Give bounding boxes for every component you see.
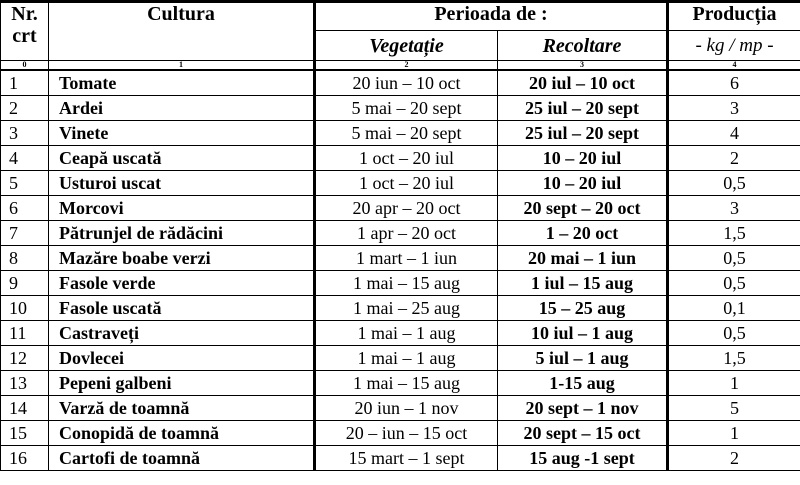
table-row <box>1 371 800 396</box>
header-row-1 <box>1 2 800 31</box>
table-row <box>1 246 800 271</box>
row-number: 11 <box>1 321 49 346</box>
vegetation-period: 5 mai – 20 sept <box>315 96 498 121</box>
production-value: 1 <box>668 371 800 396</box>
production-value: 6 <box>668 70 800 96</box>
row-number: 6 <box>1 196 49 221</box>
row-number: 3 <box>1 121 49 146</box>
table-row <box>1 346 800 371</box>
vegetation-period: 1 oct – 20 iul <box>315 171 498 196</box>
header-recoltare: Recoltare <box>498 31 668 61</box>
harvest-period: 10 – 20 iul <box>498 146 668 171</box>
vegetation-period: 5 mai – 20 sept <box>315 121 498 146</box>
index-cell: 0 <box>1 61 49 71</box>
row-number: 5 <box>1 171 49 196</box>
vegetation-period: 20 iun – 10 oct <box>315 70 498 96</box>
production-value: 4 <box>668 121 800 146</box>
header-nr: Nr. <box>11 3 38 25</box>
row-number: 2 <box>1 96 49 121</box>
table-row <box>1 196 800 221</box>
index-row <box>1 61 800 71</box>
production-value: 3 <box>668 96 800 121</box>
crop-name: Fasole verde <box>49 271 315 296</box>
vegetation-period: 20 apr – 20 oct <box>315 196 498 221</box>
production-value: 0,1 <box>668 296 800 321</box>
production-value: 0,5 <box>668 246 800 271</box>
index-cell: 1 <box>49 61 315 71</box>
harvest-period: 5 iul – 1 aug <box>498 346 668 371</box>
production-value: 0,5 <box>668 321 800 346</box>
harvest-period: 15 – 25 aug <box>498 296 668 321</box>
crop-name: Dovlecei <box>49 346 315 371</box>
harvest-period: 20 sept – 20 oct <box>498 196 668 221</box>
table-row <box>1 221 800 246</box>
header-unit: - kg / mp - <box>668 31 800 61</box>
crop-name: Conopidă de toamnă <box>49 421 315 446</box>
header-vegetatie: Vegetație <box>315 31 498 61</box>
crop-name: Castraveți <box>49 321 315 346</box>
production-value: 2 <box>668 446 800 471</box>
production-value: 5 <box>668 396 800 421</box>
header-perioada: Perioada de : <box>315 2 668 31</box>
vegetation-period: 1 mart – 1 iun <box>315 246 498 271</box>
table-row <box>1 96 800 121</box>
harvest-period: 15 aug -1 sept <box>498 446 668 471</box>
production-value: 1,5 <box>668 221 800 246</box>
row-number: 12 <box>1 346 49 371</box>
harvest-period: 20 sept – 15 oct <box>498 421 668 446</box>
vegetation-period: 1 mai – 1 aug <box>315 321 498 346</box>
crop-name: Pepeni galbeni <box>49 371 315 396</box>
crop-name: Pătrunjel de rădăcini <box>49 221 315 246</box>
production-value: 1 <box>668 421 800 446</box>
table-row <box>1 321 800 346</box>
table-row <box>1 121 800 146</box>
table-row <box>1 271 800 296</box>
table-row <box>1 446 800 471</box>
production-value: 0,5 <box>668 271 800 296</box>
table-row <box>1 146 800 171</box>
crop-name: Usturoi uscat <box>49 171 315 196</box>
harvest-period: 25 iul – 20 sept <box>498 96 668 121</box>
vegetation-period: 20 – iun – 15 oct <box>315 421 498 446</box>
index-cell: 3 <box>498 61 668 71</box>
table-row <box>1 171 800 196</box>
row-number: 15 <box>1 421 49 446</box>
index-cell: 2 <box>315 61 498 71</box>
header-crt: crt <box>12 25 37 47</box>
crop-name: Ardei <box>49 96 315 121</box>
row-number: 10 <box>1 296 49 321</box>
crop-name: Tomate <box>49 70 315 96</box>
crop-name: Morcovi <box>49 196 315 221</box>
vegetation-period: 1 apr – 20 oct <box>315 221 498 246</box>
row-number: 8 <box>1 246 49 271</box>
row-number: 16 <box>1 446 49 471</box>
header-productia: Producția <box>668 2 800 31</box>
table-body <box>1 70 800 471</box>
row-number: 13 <box>1 371 49 396</box>
harvest-period: 20 mai – 1 iun <box>498 246 668 271</box>
row-number: 1 <box>1 70 49 96</box>
crop-name: Vinete <box>49 121 315 146</box>
harvest-period: 20 sept – 1 nov <box>498 396 668 421</box>
harvest-period: 10 iul – 1 aug <box>498 321 668 346</box>
header-nr-crt <box>1 2 49 61</box>
table-row <box>1 421 800 446</box>
table-row <box>1 296 800 321</box>
row-number: 9 <box>1 271 49 296</box>
harvest-period: 25 iul – 20 sept <box>498 121 668 146</box>
vegetation-period: 1 mai – 15 aug <box>315 371 498 396</box>
production-value: 2 <box>668 146 800 171</box>
harvest-period: 1 – 20 oct <box>498 221 668 246</box>
table-row <box>1 70 800 96</box>
harvest-period: 10 – 20 iul <box>498 171 668 196</box>
crop-name: Varză de toamnă <box>49 396 315 421</box>
vegetation-period: 1 mai – 15 aug <box>315 271 498 296</box>
vegetation-period: 15 mart – 1 sept <box>315 446 498 471</box>
harvest-period: 20 iul – 10 oct <box>498 70 668 96</box>
crop-name: Mazăre boabe verzi <box>49 246 315 271</box>
row-number: 4 <box>1 146 49 171</box>
header-cultura: Cultura <box>49 2 315 61</box>
production-value: 3 <box>668 196 800 221</box>
production-value: 1,5 <box>668 346 800 371</box>
crop-name: Cartofi de toamnă <box>49 446 315 471</box>
table-row <box>1 396 800 421</box>
vegetation-period: 1 mai – 1 aug <box>315 346 498 371</box>
row-number: 7 <box>1 221 49 246</box>
crop-name: Ceapă uscată <box>49 146 315 171</box>
harvest-period: 1-15 aug <box>498 371 668 396</box>
vegetation-period: 1 oct – 20 iul <box>315 146 498 171</box>
vegetation-period: 20 iun – 1 nov <box>315 396 498 421</box>
harvest-period: 1 iul – 15 aug <box>498 271 668 296</box>
production-value: 0,5 <box>668 171 800 196</box>
row-number: 14 <box>1 396 49 421</box>
crop-name: Fasole uscată <box>49 296 315 321</box>
index-cell: 4 <box>668 61 800 71</box>
vegetation-period: 1 mai – 25 aug <box>315 296 498 321</box>
